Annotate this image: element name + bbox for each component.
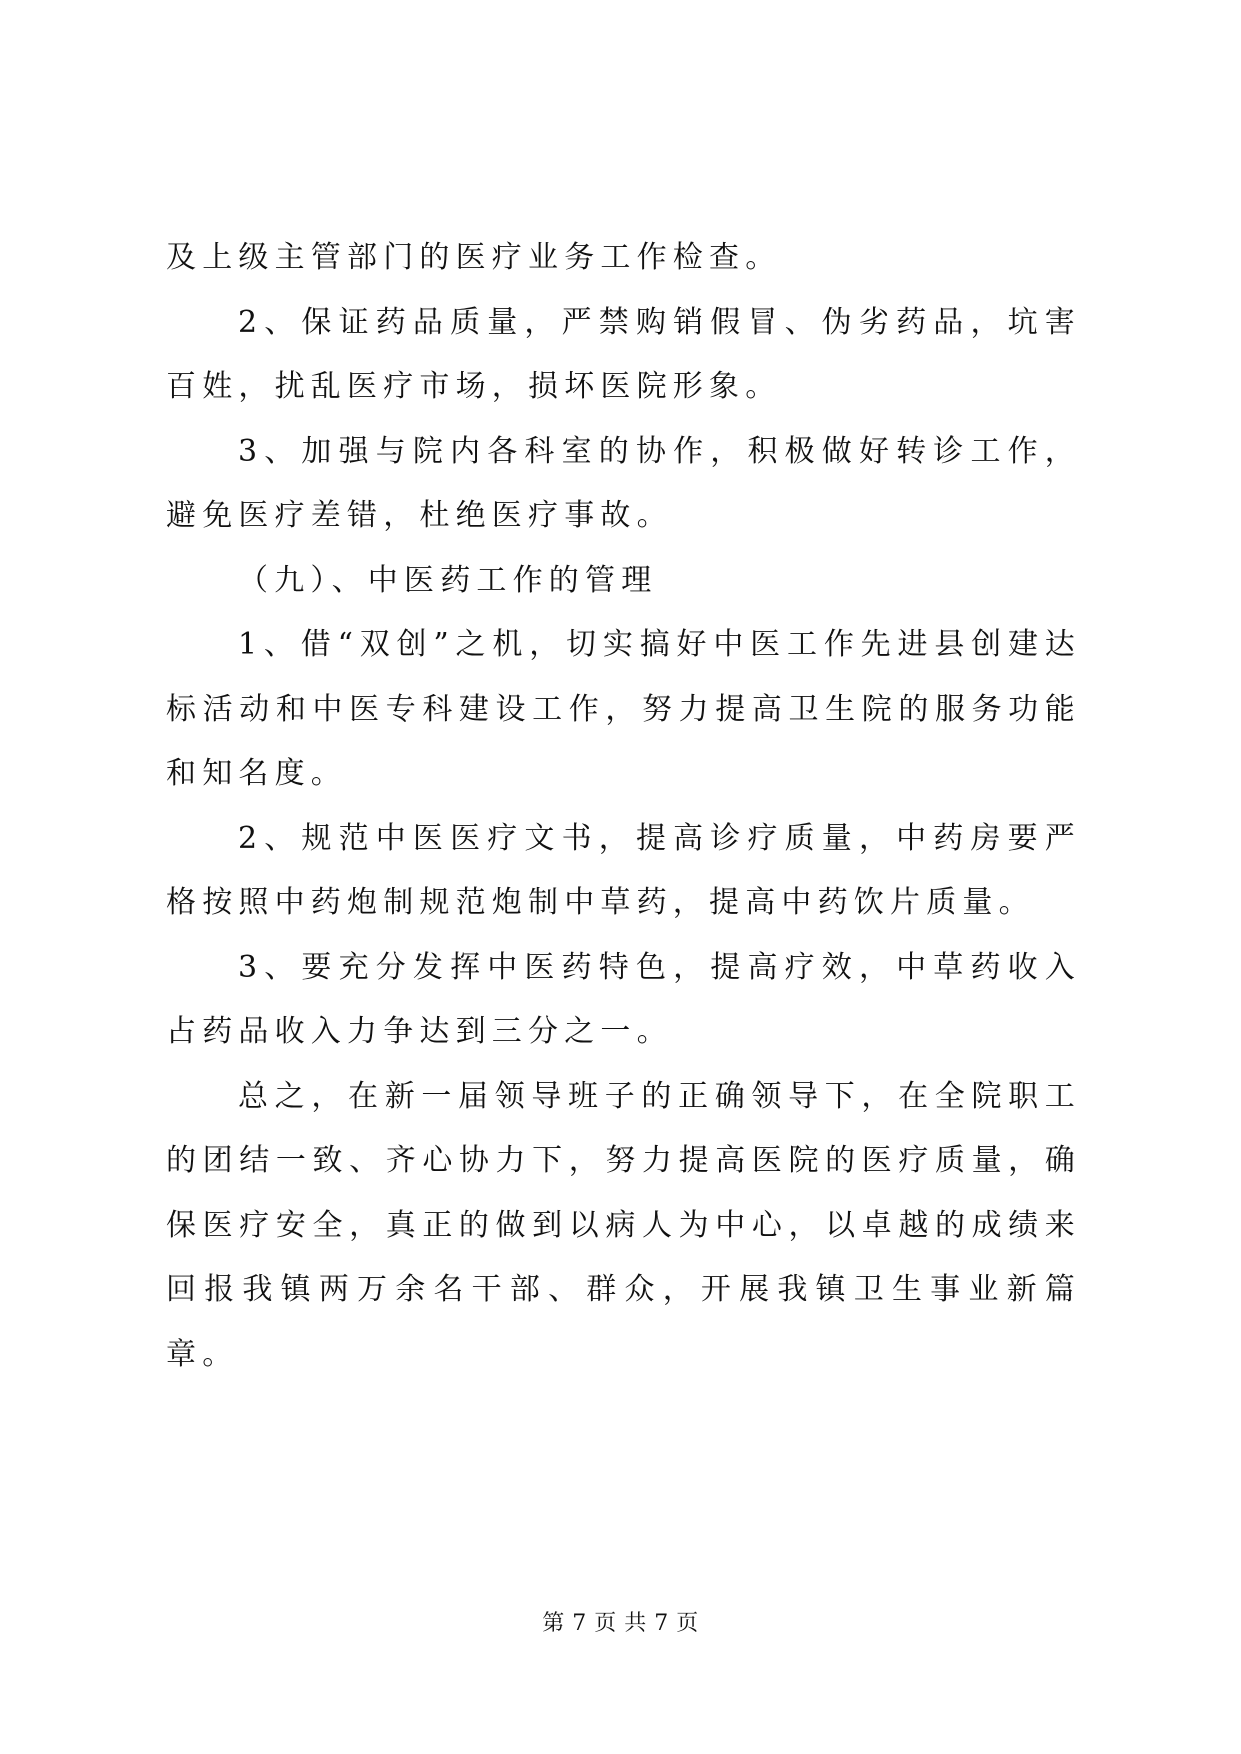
paragraph-7: 3、要充分发挥中医药特色，提高疗效，中草药收入占药品收入力争达到三分之一。 bbox=[166, 949, 1081, 1049]
document-body bbox=[166, 226, 1081, 1387]
paragraph-8: 总之，在新一届领导班子的正确领导下，在全院职工的团结一致、齐心协力下，努力提高医院的医疗质量，确保医疗安全，真正的做到以病人为中心，以卓越的成绩来回报我镇两万余名干部、群众，开展我镇卫生事业新篇章。 bbox=[166, 1078, 1081, 1372]
paragraph-3: 3、加强与院内各科室的协作，积极做好转诊工作，避免医疗差错，杜绝医疗事故。 bbox=[166, 433, 1081, 533]
page-number-footer: 第 7 页 共 7 页 bbox=[542, 1611, 699, 1636]
section-heading-9: （九）、中医药工作的管理 bbox=[238, 562, 658, 598]
paragraph-1: 及上级主管部门的医疗业务工作检查。 bbox=[166, 240, 782, 275]
paragraph-5: 1、借“双创”之机，切实搞好中医工作先进县创建达标活动和中医专科建设工作，努力提高卫生院的服务功能和知名度。 bbox=[166, 627, 1081, 791]
paragraph-2: 2、保证药品质量，严禁购销假冒、伪劣药品，坑害百姓，扰乱医疗市场，损坏医院形象。 bbox=[166, 304, 1081, 404]
paragraph-6: 2、规范中医医疗文书，提高诊疗质量，中药房要严格按照中药炮制规范炮制中草药，提高中药饮片质量。 bbox=[166, 820, 1081, 920]
